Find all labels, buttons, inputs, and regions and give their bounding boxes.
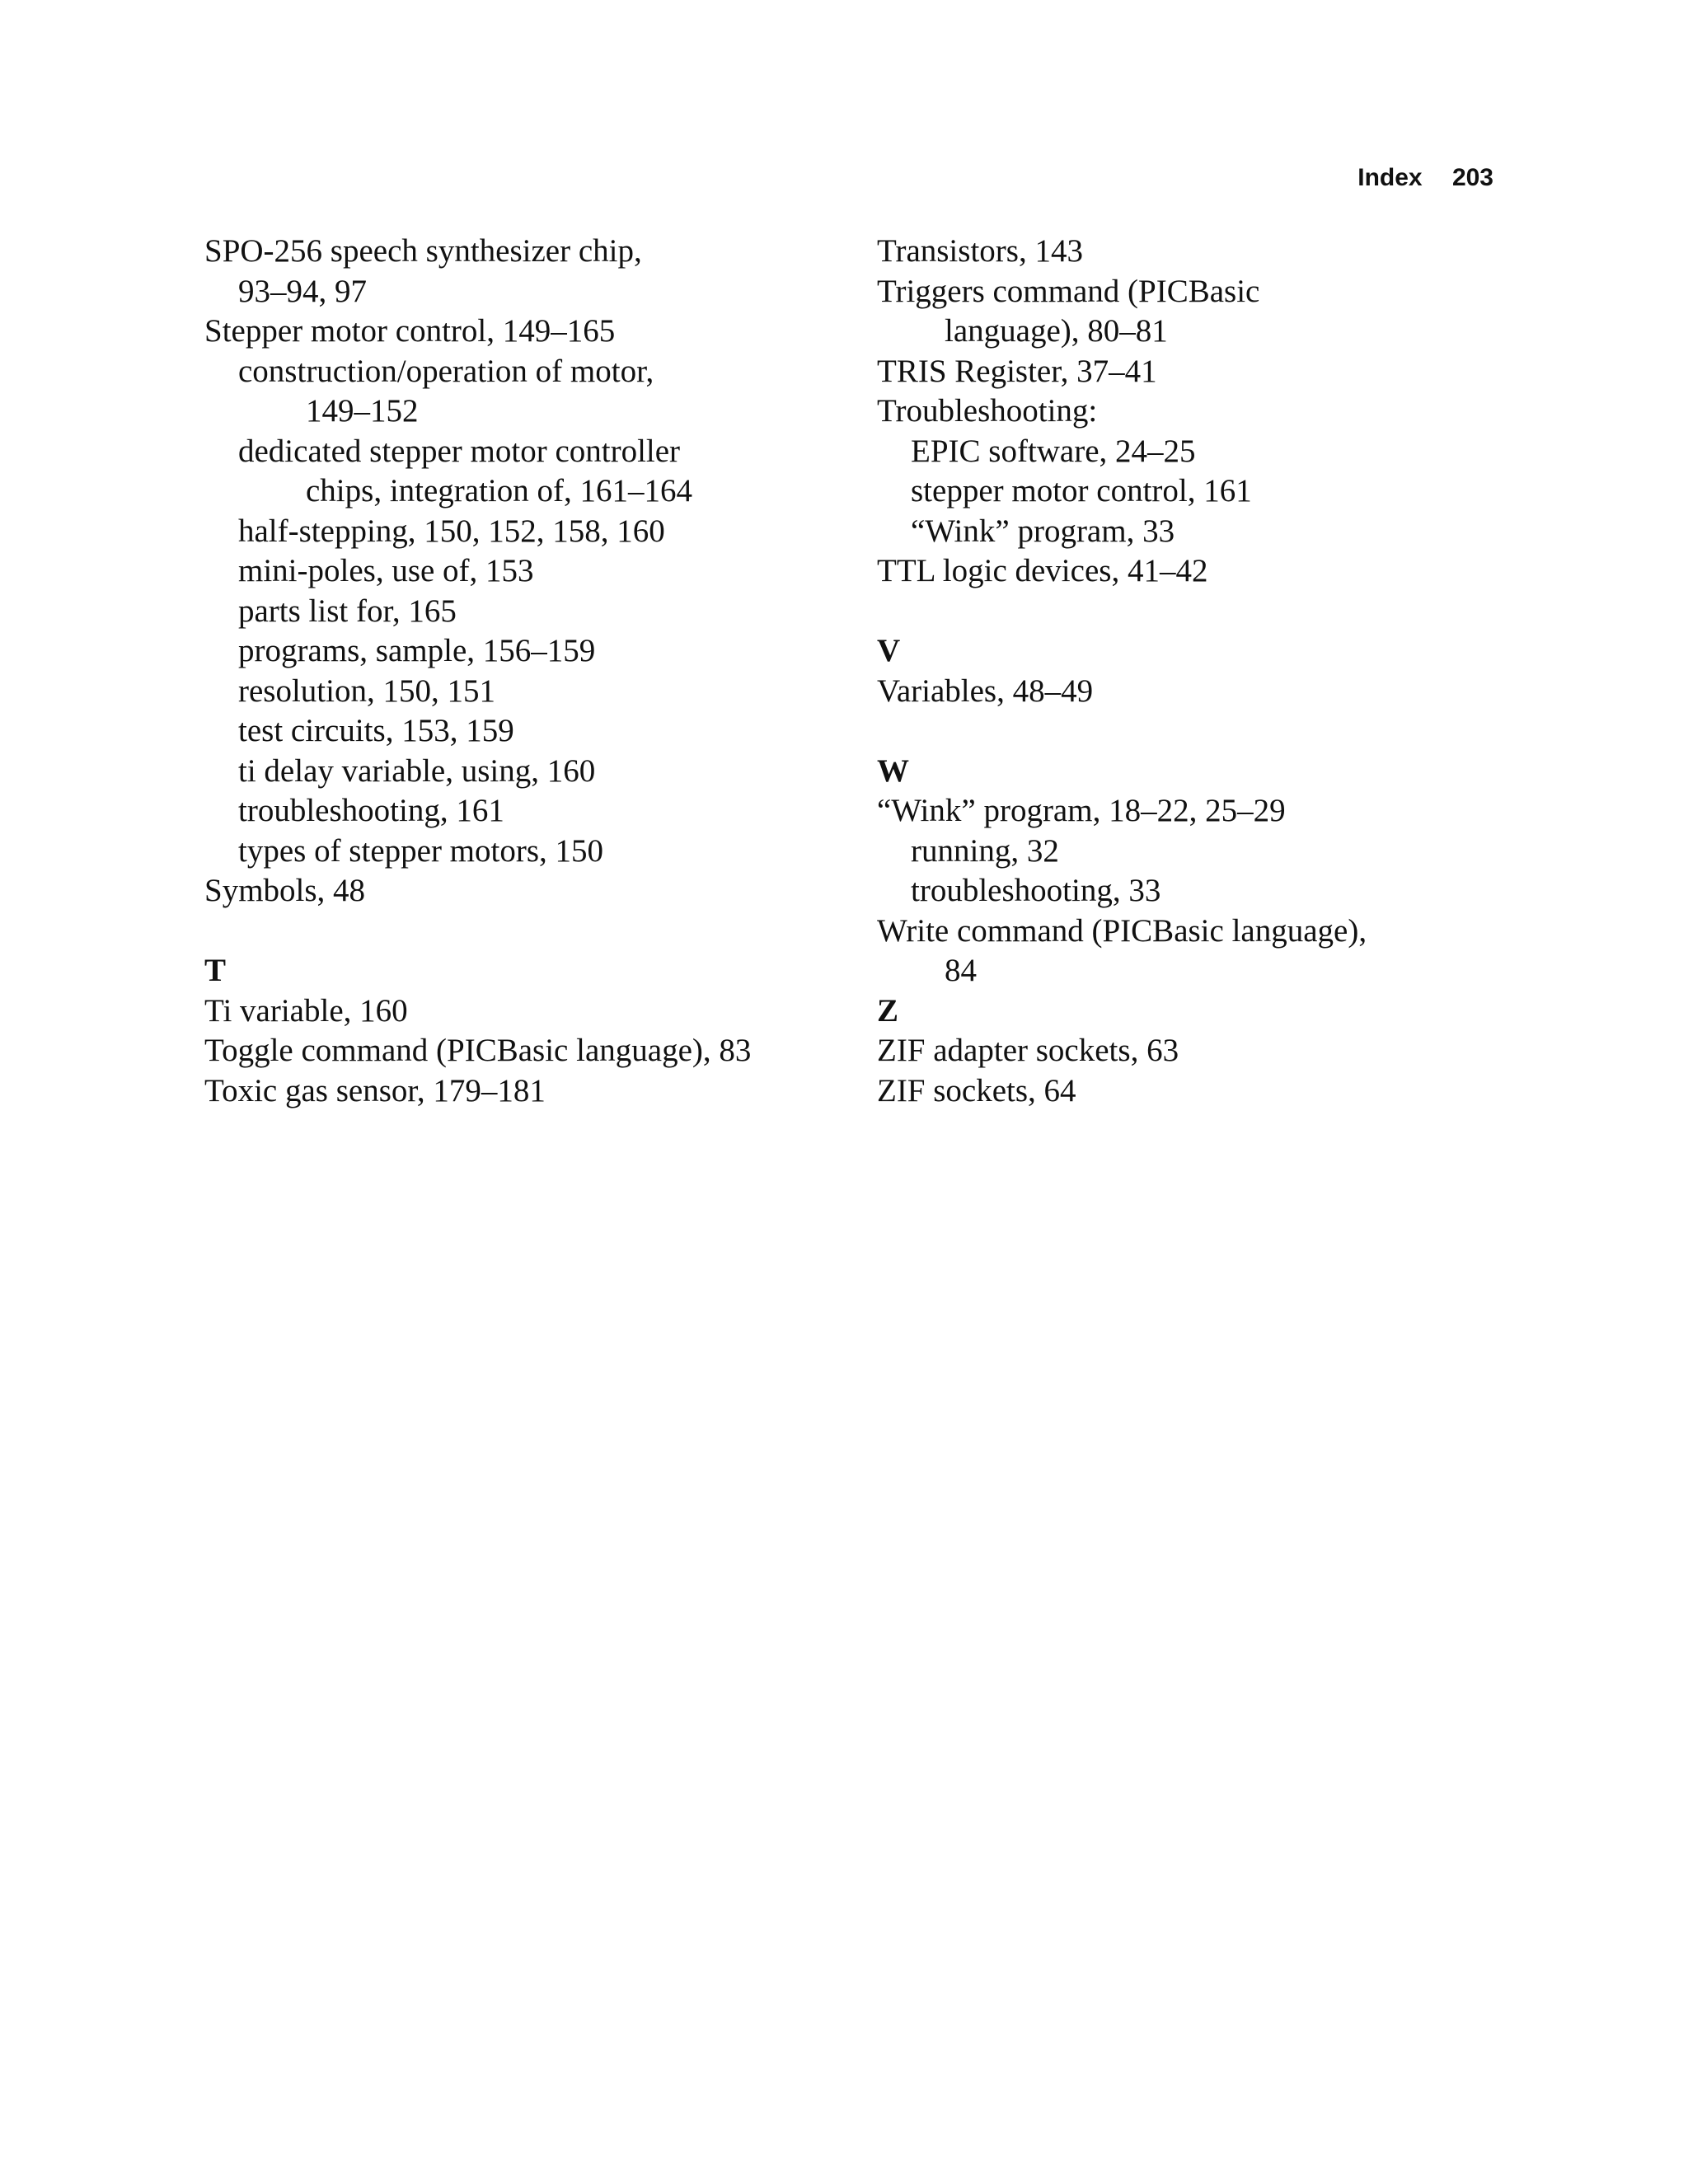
index-subentry: “Wink” program, 33 xyxy=(911,513,1175,549)
index-entry: ZIF adapter sockets, 63 xyxy=(877,1033,1179,1068)
index-subentry: mini-poles, use of, 153 xyxy=(238,553,534,588)
index-entry: Write command (PICBasic language), xyxy=(877,912,1367,949)
index-entry: Transistors, 143 xyxy=(877,233,1083,269)
index-subentry: test circuits, 153, 159 xyxy=(238,713,514,748)
index-subentry: EPIC software, 24–25 xyxy=(911,433,1196,469)
index-entry: ZIF sockets, 64 xyxy=(877,1072,1076,1108)
index-subentry: 149–152 xyxy=(306,393,419,429)
index-subentry: stepper motor control, 161 xyxy=(911,473,1252,509)
index-subentry: 93–94, 97 xyxy=(238,273,367,309)
index-subentry: types of stepper motors, 150 xyxy=(238,832,604,869)
index-letter-heading: V xyxy=(877,633,901,668)
section-gap xyxy=(877,592,1367,632)
section-gap xyxy=(204,912,751,952)
index-entry: Symbols, 48 xyxy=(204,873,366,908)
index-entry: TTL logic devices, 41–42 xyxy=(877,553,1208,588)
index-column-left xyxy=(204,232,751,1111)
index-subentry: ti delay variable, using, 160 xyxy=(238,752,596,789)
index-entry: TRIS Register, 37–41 xyxy=(877,353,1157,389)
index-entry: Toxic gas sensor, 179–181 xyxy=(204,1072,546,1108)
running-header xyxy=(1357,162,1493,194)
section-gap xyxy=(877,711,1367,752)
index-subentry: running, 32 xyxy=(911,832,1059,869)
index-subentry: chips, integration of, 161–164 xyxy=(306,473,693,509)
index-entry: Triggers command (PICBasic xyxy=(877,273,1260,309)
index-letter-heading: W xyxy=(877,752,909,789)
index-entry: Troubleshooting: xyxy=(877,393,1098,429)
index-subentry: half-stepping, 150, 152, 158, 160 xyxy=(238,513,665,549)
index-subentry: troubleshooting, 161 xyxy=(238,793,504,828)
index-entry: Variables, 48–49 xyxy=(877,673,1094,709)
index-subentry: resolution, 150, 151 xyxy=(238,673,495,709)
index-letter-heading: Z xyxy=(877,992,899,1029)
index-subentry: 84 xyxy=(945,953,977,988)
page-number: 203 xyxy=(1451,164,1493,191)
index-subentry: construction/operation of motor, xyxy=(238,353,654,389)
index-column-right xyxy=(877,232,1367,1111)
index-entry: Stepper motor control, 149–165 xyxy=(204,313,616,349)
section-title: Index xyxy=(1357,164,1423,191)
index-subentry: troubleshooting, 33 xyxy=(911,873,1161,908)
index-entry: “Wink” program, 18–22, 25–29 xyxy=(877,793,1286,828)
index-letter-heading: T xyxy=(204,953,227,988)
index-entry: SPO-256 speech synthesizer chip, xyxy=(204,233,642,269)
index-subentry: dedicated stepper motor controller xyxy=(238,433,681,469)
index-subentry: parts list for, 165 xyxy=(238,593,457,629)
index-entry: Toggle command (PICBasic language), 83 xyxy=(204,1033,752,1068)
index-subentry: programs, sample, 156–159 xyxy=(238,633,596,668)
index-entry: Ti variable, 160 xyxy=(204,992,408,1029)
index-subentry: language), 80–81 xyxy=(945,313,1168,349)
